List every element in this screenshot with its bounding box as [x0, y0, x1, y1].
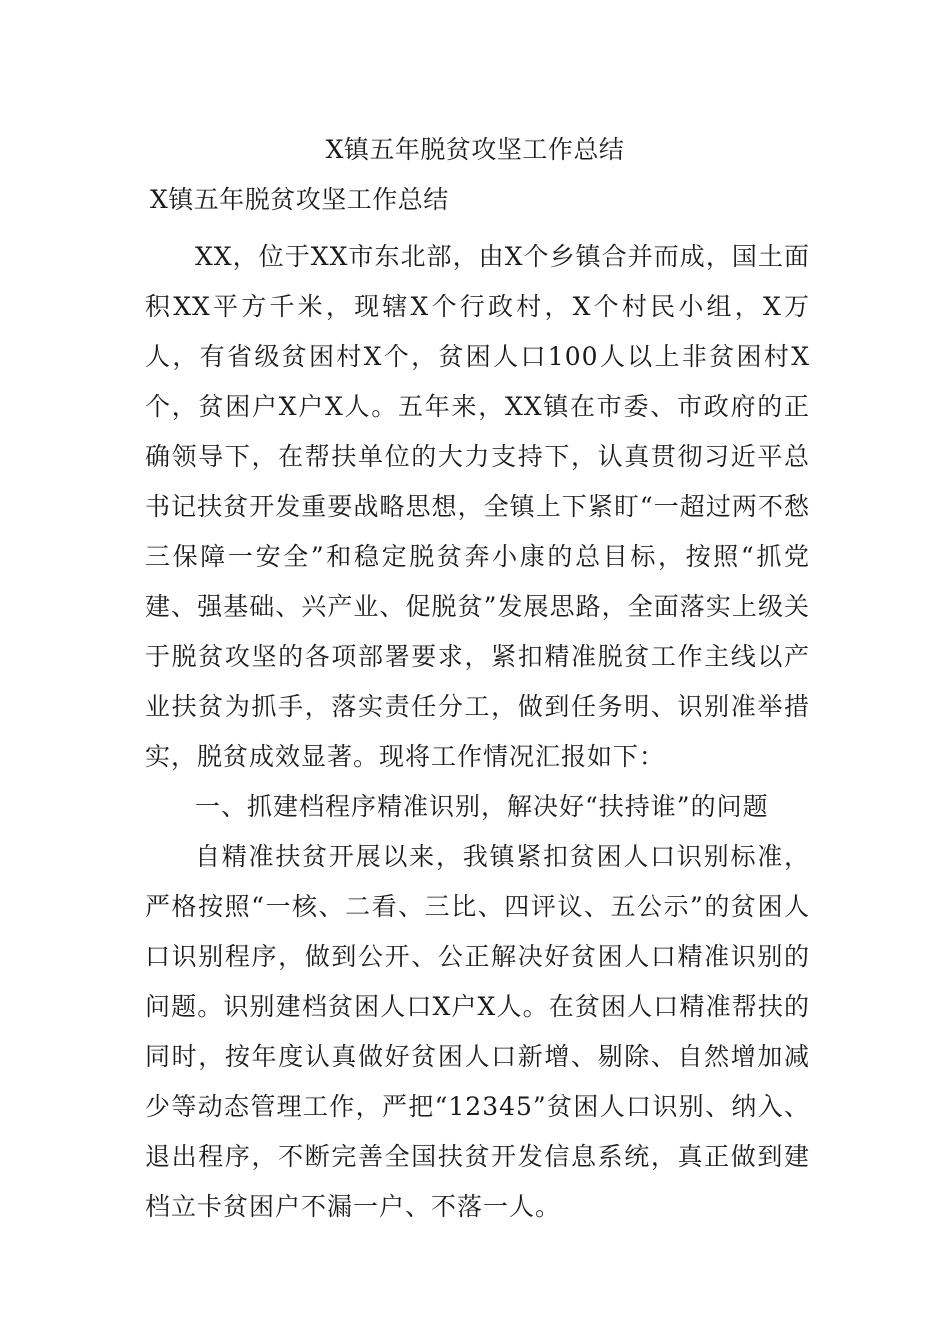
document-body [145, 232, 810, 1232]
section-heading-1: 一、抓建档程序精准识别，解决好“扶持谁”的问题 [195, 792, 769, 821]
section-1-paragraph: 自精准扶贫开展以来，我镇紧扣贫困人口识别标准，严格按照“一核、二看、三比、四评议、五公示”的贫困人口识别程序，做到公开、公正解决好贫困人口精准识别的问题。识别建档贫困人口X户X人。在贫困人口精准帮扶的同时，按年度认真做好贫困人口新增、剔除、自然增加减少等动态管理工作，严把“12345”贫困人口识别、纳入、退出程序，不断完善全国扶贫开发信息系统，真正做到建档立卡贫困户不漏一户、不落一人。 [145, 842, 810, 1221]
document-title: X镇五年脱贫攻坚工作总结 [325, 135, 625, 164]
document-subtitle: X镇五年脱贫攻坚工作总结 [150, 185, 449, 214]
intro-paragraph: XX，位于XX市东北部，由X个乡镇合并而成，国土面积XX平方千米，现辖X个行政村，X个村民小组，X万人，有省级贫困村X个，贫困人口100人以上非贫困村X个，贫困户X户X人。五年来，XX镇在市委、市政府的正确领导下，在帮扶单位的大力支持下，认真贯彻习近平总书记扶贫开发重要战略思想，全镇上下紧盯“一超过两不愁三保障一安全”和稳定脱贫奔小康的总目标，按照“抓党建、强基础、兴产业、促脱贫”发展思路，全面落实上级关于脱贫攻坚的各项部署要求，紧扣精准脱贫工作主线以产业扶贫为抓手，落实责任分工，做到任务明、识别准举措实，脱贫成效显著。现将工作情况汇报如下： [145, 242, 810, 771]
